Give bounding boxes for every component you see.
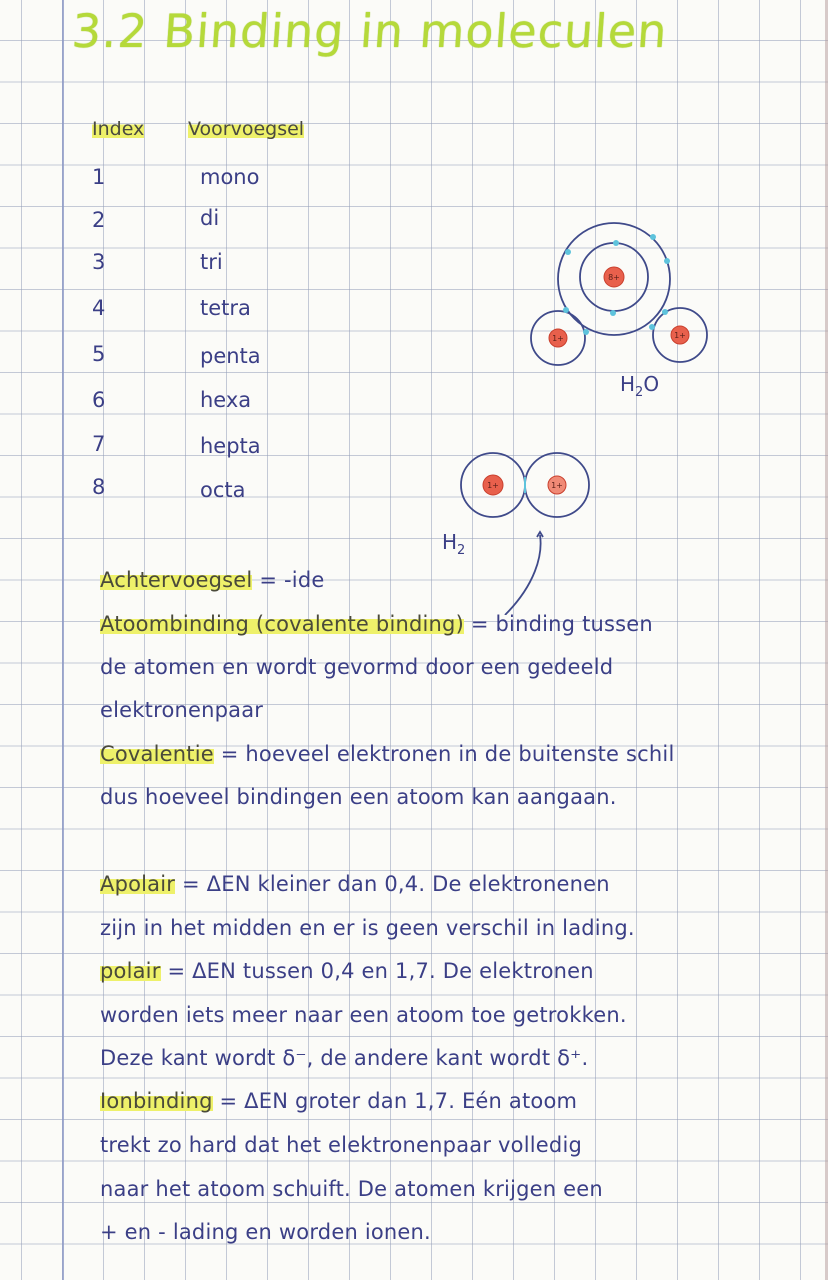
term-ionbinding: Ionbinding <box>100 1089 213 1113</box>
notebook-margin-line <box>62 0 64 1280</box>
svg-text:1+: 1+ <box>552 334 564 343</box>
hydrogen-molecule-diagram <box>455 445 605 615</box>
note-covalentie-line1 <box>100 742 675 766</box>
table-row-prefix: hexa <box>200 388 252 412</box>
table-row-prefix: hepta <box>200 434 261 458</box>
note-covalentie-line2: dus hoeveel bindingen een atoom kan aangaan. <box>100 785 617 809</box>
note-text: = -ide <box>252 568 325 592</box>
note-polair-line1 <box>100 959 594 983</box>
note-suffix <box>100 568 324 592</box>
note-atoombinding-line1 <box>100 612 653 636</box>
note-text: = ΔEN tussen 0,4 en 1,7. De elektronen <box>160 959 594 983</box>
note-atoombinding-line3: elektronenpaar <box>100 698 264 722</box>
table-row-prefix: mono <box>200 165 260 189</box>
table-row-prefix: tetra <box>200 296 251 320</box>
table-row-prefix: tri <box>200 250 223 274</box>
note-ionbinding-line2: trekt zo hard dat het elektronenpaar volledig <box>100 1133 583 1157</box>
water-label-h: H <box>620 372 636 396</box>
term-atoombinding: Atoombinding (covalente binding) <box>100 612 464 636</box>
water-label <box>620 372 659 400</box>
note-polair-line3: Deze kant wordt δ⁻, de andere kant wordt δ⁺. <box>100 1046 589 1070</box>
svg-text:1+: 1+ <box>674 331 686 340</box>
water-molecule-diagram <box>520 215 720 375</box>
hydrogen-label-h: H <box>442 530 458 554</box>
note-atoombinding-line2: de atomen en wordt gevormd door een gedeeld <box>100 655 614 679</box>
note-text: = ΔEN kleiner dan 0,4. De elektronenen <box>175 872 610 896</box>
term-achtervoegsel: Achtervoegsel <box>100 568 253 592</box>
term-covalentie: Covalentie <box>100 742 214 766</box>
water-label-sub: 2 <box>635 385 644 400</box>
hydrogen-molecule-icon <box>455 445 605 615</box>
term-polair: polair <box>100 959 161 983</box>
table-row-prefix: penta <box>200 344 261 368</box>
table-row-index: 8 <box>92 475 106 499</box>
table-row-index: 5 <box>92 342 106 366</box>
svg-text:8+: 8+ <box>608 273 620 282</box>
hydrogen-label-sub: 2 <box>457 543 466 558</box>
water-label-o: O <box>643 372 660 396</box>
hydrogen-label <box>442 530 465 558</box>
table-header-index: Index <box>92 118 145 140</box>
table-row-index: 3 <box>92 250 106 274</box>
table-row-index: 6 <box>92 388 106 412</box>
note-text: = ΔEN groter dan 1,7. Eén atoom <box>212 1089 578 1113</box>
note-ionbinding-line1 <box>100 1089 577 1113</box>
water-molecule-icon <box>520 215 720 375</box>
table-row-index: 4 <box>92 296 106 320</box>
note-apolair-line2: zijn in het midden en er is geen verschil in lading. <box>100 916 635 940</box>
svg-text:1+: 1+ <box>551 481 563 490</box>
table-row-prefix: di <box>200 206 220 230</box>
table-row-index: 1 <box>92 165 106 189</box>
svg-text:1+: 1+ <box>487 481 499 490</box>
page-title: 3.2 Binding in moleculen <box>70 4 670 58</box>
note-ionbinding-line4: + en - lading en worden ionen. <box>100 1220 431 1244</box>
table-row-index: 2 <box>92 208 106 232</box>
table-row-index: 7 <box>92 432 106 456</box>
table-row-prefix: octa <box>200 478 246 502</box>
note-text: = binding tussen <box>463 612 653 636</box>
note-ionbinding-line3: naar het atoom schuift. De atomen krijgen een <box>100 1177 603 1201</box>
term-apolair: Apolair <box>100 872 176 896</box>
note-polair-line2: worden iets meer naar een atoom toe getrokken. <box>100 1003 627 1027</box>
note-text: = hoeveel elektronen in de buitenste schil <box>213 742 675 766</box>
note-apolair-line1 <box>100 872 610 896</box>
table-header-prefix: Voorvoegsel <box>188 118 305 140</box>
